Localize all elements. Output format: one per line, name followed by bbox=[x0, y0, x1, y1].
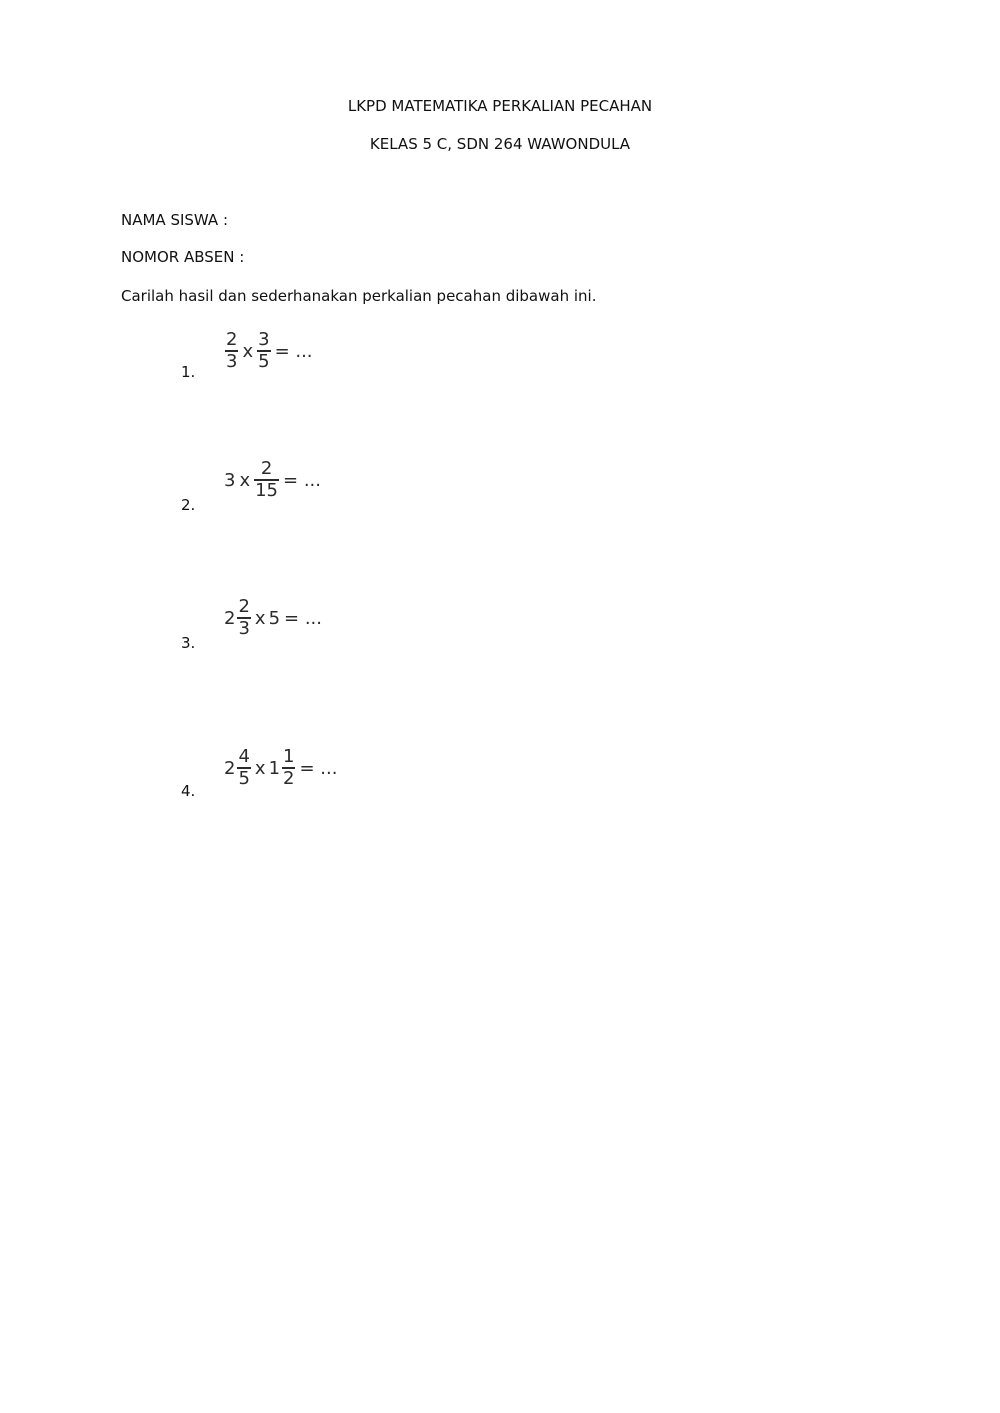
fraction bbox=[225, 330, 238, 372]
worksheet-subtitle: KELAS 5 C, SDN 264 WAWONDULA bbox=[369, 135, 631, 153]
fraction bbox=[254, 459, 279, 501]
numerator: 4 bbox=[238, 746, 250, 767]
equals-ellipsis: = ... bbox=[299, 757, 338, 779]
multiply-sign: x bbox=[242, 340, 254, 362]
question-3-expression bbox=[224, 593, 325, 643]
equals-ellipsis: = ... bbox=[283, 469, 321, 491]
student-name-label: NAMA SISWA : bbox=[121, 211, 229, 229]
question-3-number: 3. bbox=[181, 634, 196, 652]
whole-number: 2 bbox=[224, 607, 236, 629]
numerator: 2 bbox=[226, 329, 238, 350]
fraction bbox=[237, 597, 250, 639]
whole-number: 2 bbox=[224, 757, 236, 779]
equals-ellipsis: = ... bbox=[284, 607, 322, 629]
denominator: 15 bbox=[255, 480, 279, 501]
whole-number: 1 bbox=[268, 757, 281, 779]
multiply-sign: x bbox=[254, 757, 266, 779]
whole-number: 3 bbox=[224, 469, 236, 491]
fraction bbox=[237, 747, 250, 789]
numerator: 2 bbox=[238, 596, 250, 617]
question-2-expression bbox=[224, 455, 324, 505]
question-4-number: 4. bbox=[181, 782, 196, 800]
numerator: 1 bbox=[283, 746, 295, 767]
fraction bbox=[257, 330, 270, 372]
denominator: 5 bbox=[238, 768, 250, 789]
fraction bbox=[282, 747, 295, 789]
denominator: 2 bbox=[283, 768, 295, 789]
equals-ellipsis: = ... bbox=[274, 340, 313, 362]
multiply-sign: x bbox=[239, 469, 251, 491]
student-number-label: NOMOR ABSEN : bbox=[121, 248, 245, 266]
denominator: 3 bbox=[238, 618, 250, 639]
numerator: 2 bbox=[260, 458, 273, 479]
multiply-sign: x bbox=[254, 607, 266, 629]
question-2-number: 2. bbox=[181, 496, 196, 514]
whole-number: 5 bbox=[268, 607, 281, 629]
denominator: 3 bbox=[226, 351, 238, 372]
instruction-text: Carilah hasil dan sederhanakan perkalian pecahan dibawah ini. bbox=[121, 287, 597, 305]
numerator: 3 bbox=[258, 329, 270, 350]
question-1-expression bbox=[224, 326, 316, 376]
question-1-number: 1. bbox=[181, 363, 196, 381]
denominator: 5 bbox=[258, 351, 270, 372]
question-4-expression bbox=[224, 743, 340, 793]
worksheet-title: LKPD MATEMATIKA PERKALIAN PECAHAN bbox=[347, 97, 653, 115]
